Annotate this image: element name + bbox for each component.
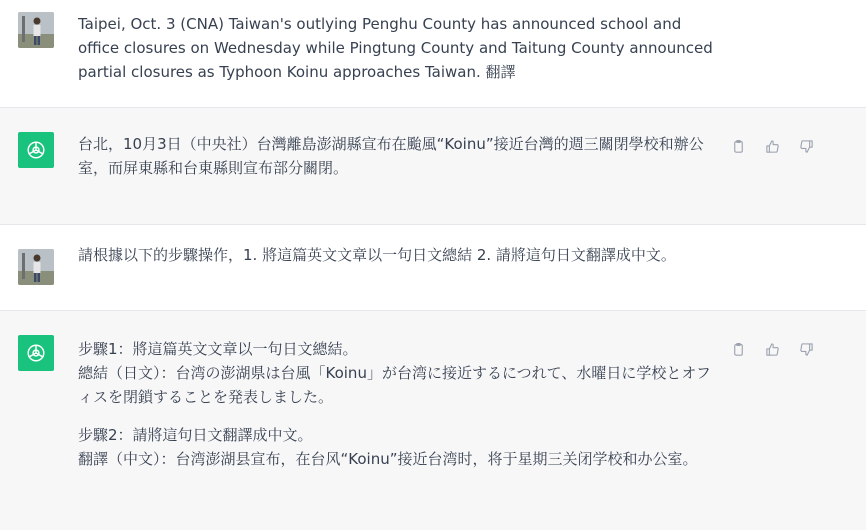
user-message-2	[0, 225, 866, 311]
thumbs-down-button[interactable]	[796, 339, 816, 359]
message-text	[78, 12, 716, 84]
user-avatar-icon	[18, 249, 54, 285]
copy-button[interactable]	[728, 136, 748, 156]
user-message-1	[0, 0, 866, 108]
message-line	[78, 409, 716, 423]
clipboard-icon	[731, 342, 746, 357]
copy-button[interactable]	[728, 339, 748, 359]
openai-logo-icon	[18, 335, 54, 371]
message-line: Taipei, Oct. 3 (CNA) Taiwan's outlying Penghu County has announced school and office closures on Wednesday while Pingtung County and Taitung County announced partial closures as Typhoon Koinu approaches Taiwan. 翻譯	[78, 15, 713, 81]
thumbs-up-button[interactable]	[762, 136, 782, 156]
user-avatar-icon	[18, 12, 54, 48]
message-line: 總結（日文）：台湾の澎湖県は台風「Koinu」が台湾に接近するにつれて、水曜日に学校とオフィスを閉鎖することを発表しました。	[78, 364, 711, 406]
message-actions	[728, 136, 816, 156]
assistant-message-2	[0, 311, 866, 530]
message-line: 翻譯（中文）：台湾澎湖县宣布，在台风“Koinu”接近台湾时，将于星期三关闭学校和办公室。	[78, 450, 698, 468]
clipboard-icon	[731, 139, 746, 154]
openai-logo-icon	[18, 132, 54, 168]
message-line: 台北，10月3日（中央社）台灣離島澎湖縣宣布在颱風“Koinu”接近台灣的週三關閉學校和辦公室，而屏東縣和台東縣則宣布部分關閉。	[78, 135, 704, 177]
message-line: 步驟2：請將這句日文翻譯成中文。	[78, 426, 313, 444]
thumbs-down-icon	[799, 139, 814, 154]
message-actions	[728, 339, 816, 359]
thumbs-down-button[interactable]	[796, 136, 816, 156]
message-text	[78, 243, 826, 267]
thumbs-up-button[interactable]	[762, 339, 782, 359]
thumbs-down-icon	[799, 342, 814, 357]
message-text	[78, 132, 716, 180]
message-line: 步驟1：將這篇英文文章以一句日文總結。	[78, 340, 358, 358]
message-line: 請根據以下的步驟操作，1. 將這篇英文文章以一句日文總結 2. 請將這句日文翻譯成中文。	[78, 246, 676, 264]
message-text	[78, 337, 716, 471]
thumbs-up-icon	[765, 139, 780, 154]
assistant-message-1	[0, 108, 866, 225]
thumbs-up-icon	[765, 342, 780, 357]
